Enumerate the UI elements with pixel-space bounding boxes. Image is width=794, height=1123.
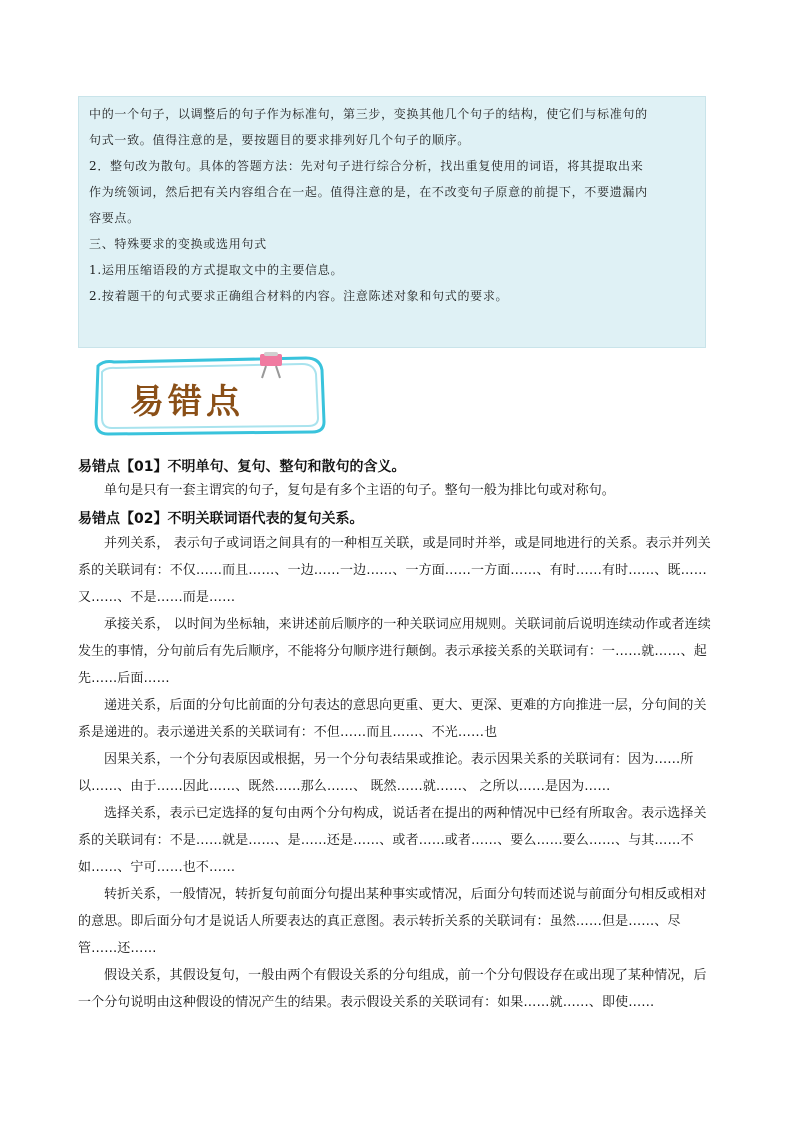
method-tip-box <box>78 96 706 348</box>
section-paragraph: 并列关系， 表示句子或词语之间具有的一种相互关联，或是同时并举，或是同地进行的关系。表示并列关系的关联词有：不仅……而且……、一边……一边……、一方面……一方面……、有时……有时……、既……又……、不是……而是…… <box>78 536 711 605</box>
tip-line: 1.运用压缩语段的方式提取文中的主要信息。 <box>89 263 344 277</box>
section-heading: 易错点【02】不明关联词语代表的复句关系。 <box>78 511 364 527</box>
error-points-banner <box>92 352 332 438</box>
section-paragraph: 假设关系，其假设复句，一般由两个有假设关系的分句组成，前一个分句假设存在或出现了某种情况，后一个分句说明由这种假设的情况产生的结果。表示假设关系的关联词有：如果……就……、即使…… <box>78 968 707 1010</box>
section-paragraph: 选择关系，表示已定选择的复句由两个分句构成，说话者在提出的两种情况中已经有所取舍。表示选择关系的关联词有：不是……就是……、是……还是……、或者……或者……、要么……要么……、与其……不如……、宁可……也不…… <box>78 806 707 875</box>
section-paragraph: 因果关系，一个分句表原因或根据，另一个分句表结果或推论。表示因果关系的关联词有：因为……所以……、由于……因此……、既然……那么……、 既然……就……、 之所以……是因为…… <box>78 752 694 794</box>
tip-line: 中的一个句子，以调整后的句子作为标准句，第三步，变换其他几个句子的结构，使它们与标准句的 <box>89 107 648 121</box>
section-paragraph: 承接关系， 以时间为坐标轴，来讲述前后顺序的一种关联词应用规则。关联词前后说明连续动作或者连续发生的事情，分句前后有先后顺序，不能将分句顺序进行颠倒。表示承接关系的关联词有：一……就……、起先……后面…… <box>78 617 711 686</box>
tip-line: 2．整句改为散句。具体的答题方法：先对句子进行综合分析，找出重复使用的词语，将其提取出来 <box>89 159 644 173</box>
section-paragraph: 递进关系，后面的分句比前面的分句表达的意思向更重、更大、更深、更难的方向推进一层，分句间的关系是递进的。表示递进关系的关联词有：不但……而且……、不光……也 <box>78 698 707 740</box>
section-paragraph: 单句是只有一套主谓宾的句子，复句是有多个主语的句子。整句一般为排比句或对称句。 <box>104 483 615 498</box>
section-heading: 易错点【01】不明单句、复句、整句和散句的含义。 <box>78 459 406 475</box>
tip-line: 2.按着题干的句式要求正确组合材料的内容。注意陈述对象和句式的要求。 <box>89 289 509 303</box>
tip-line: 句式一致。值得注意的是，要按题目的要求排列好几个句子的顺序。 <box>89 133 471 147</box>
error-points-content <box>78 456 718 1016</box>
tip-subheading: 三、特殊要求的变换或选用句式 <box>89 237 267 251</box>
banner-title: 易错点 <box>130 382 244 422</box>
section-paragraph: 转折关系，一般情况，转折复句前面分句提出某种事实或情况，后面分句转而述说与前面分句相反或相对的意思。即后面分句才是说话人所要表达的真正意图。表示转折关系的关联词有：虽然……但是……、尽管……还…… <box>78 887 707 956</box>
tip-line: 容要点。 <box>89 211 140 225</box>
tip-line: 作为统领词，然后把有关内容组合在一起。值得注意的是，在不改变句子原意的前提下，不要遗漏内 <box>89 185 648 199</box>
